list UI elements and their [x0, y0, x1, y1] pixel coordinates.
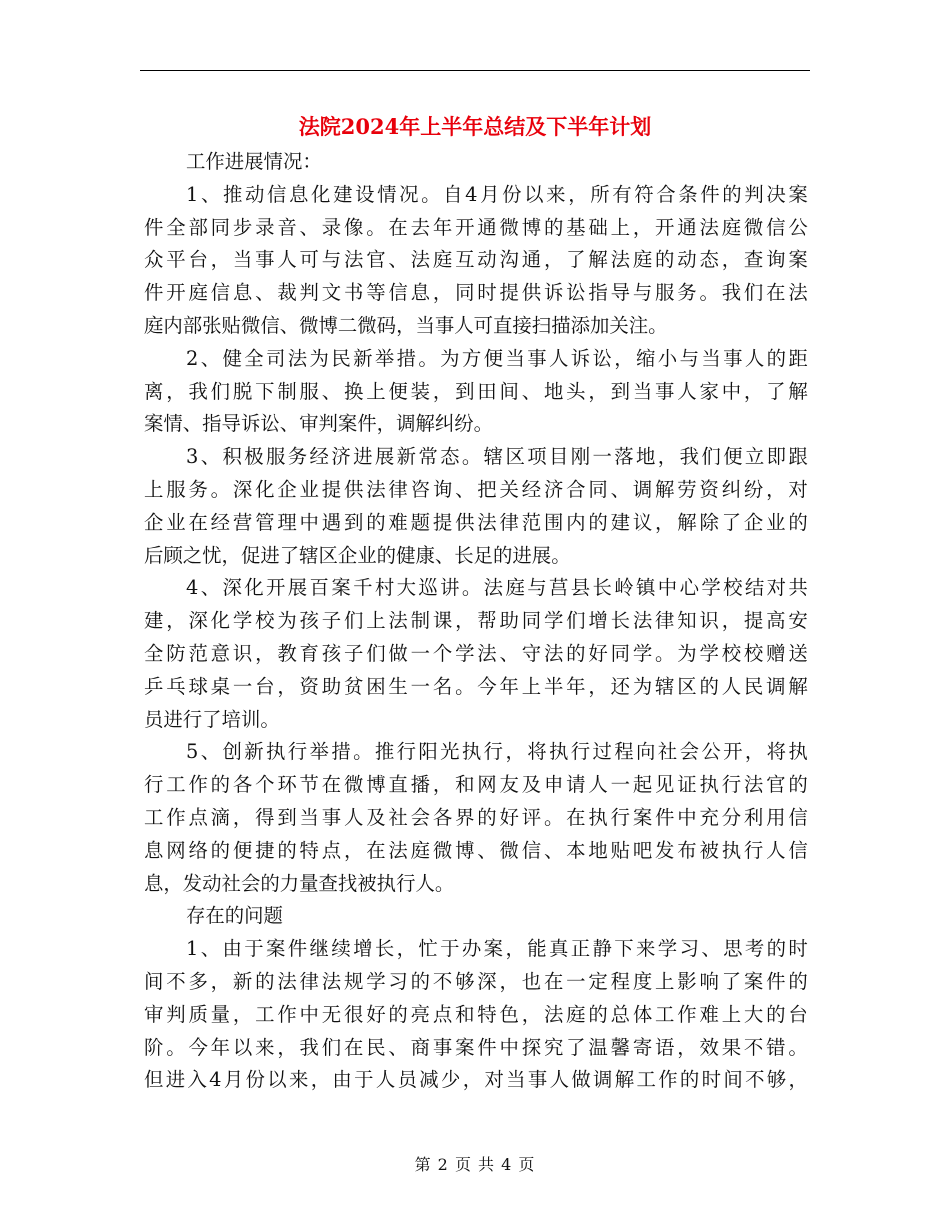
text-line: [144, 802, 814, 835]
text-line: [144, 343, 814, 376]
justified-text: 件 开 庭 信 息 、 裁 判 文 书 等 信 息 ， 同 时 提 供 诉 讼 指 导 与 服 务 。 我 们 在 法: [144, 281, 808, 305]
text-line: [144, 638, 814, 671]
page-number: 第 2 页 共 4 页: [414, 1155, 536, 1174]
justified-text: 工 作 点 滴 ， 得 到 当 事 人 及 社 会 各 界 的 好 评 。 在 执 行 案 件 中 充 分 利 用 信: [144, 805, 808, 829]
justified-text: 众 平 台 ， 当 事 人 可 与 法 官 、 法 庭 互 动 沟 通 ， 了 解 法 庭 的 动 态 ， 查 询 案: [144, 248, 808, 272]
justified-text: 3 、 积 极 服 务 经 济 进 展 新 常 态 。 辖 区 项 目 刚 一 落 地 ， 我 们 便 立 即 跟: [186, 445, 808, 469]
text-line: [144, 1032, 814, 1065]
document-body: [144, 146, 814, 1097]
header-rule: [140, 70, 810, 71]
justified-text: 阶 。 今 年 以 来 ， 我 们 在 民 、 商 事 案 件 中 探 究 了 温 馨 寄 语 ， 效 果 不 错 。: [144, 1035, 808, 1059]
justified-text: 离 ， 我 们 脱 下 制 服 、 换 上 便 装 ， 到 田 间 、 地 头 ， 到 当 事 人 家 中 ， 了 解: [144, 379, 808, 403]
text-line: 后顾之忧，促进了辖区企业的健康、长足的进展。: [144, 543, 571, 567]
justified-text: 息 网 络 的 便 捷 的 特 点 ， 在 法 庭 微 博 、 微 信 、 本 地 贴 吧 发 布 被 执 行 人 信: [144, 838, 808, 862]
text-line: [144, 179, 814, 212]
justified-text: 间 不 多 ， 新 的 法 律 法 规 学 习 的 不 够 深 ， 也 在 一 定 程 度 上 影 响 了 案 件 的: [144, 969, 808, 993]
text-line: [144, 376, 814, 409]
justified-text: 2 、 健 全 司 法 为 民 新 举 措 。 为 方 便 当 事 人 诉 讼 ， 缩 小 与 当 事 人 的 距: [186, 346, 808, 370]
text-line: 案情、指导诉讼、审判案件，调解纠纷。: [144, 412, 494, 436]
text-line: [144, 769, 814, 802]
justified-text: 件 全 部 同 步 录 音 、 录 像 。 在 去 年 开 通 微 博 的 基 础 上 ， 开 通 法 庭 微 信 公: [144, 215, 808, 239]
text-line: [144, 966, 814, 999]
text-line: [144, 572, 814, 605]
text-line: 庭内部张贴微信、微博二微码，当事人可直接扫描添加关注。: [144, 313, 668, 337]
text-line: [144, 605, 814, 638]
text-line: [144, 441, 814, 474]
justified-text: 建 ， 深 化 学 校 为 孩 子 们 上 法 制 课 ， 帮 助 同 学 们 增 长 法 律 知 识 ， 提 高 安: [144, 609, 808, 633]
text-line: 存在的问题: [186, 904, 283, 928]
text-line: [144, 277, 814, 310]
text-line: 员进行了培训。: [144, 707, 280, 731]
justified-text: 但 进 入 4 月 份 以 来 ， 由 于 人 员 减 少 ， 对 当 事 人 做 调 解 工 作 的 时 间 不 够 ，: [144, 1068, 808, 1092]
text-line: [144, 212, 814, 245]
text-line: [144, 835, 814, 868]
justified-text: 4 、 深 化 开 展 百 案 千 村 大 巡 讲 。 法 庭 与 莒 县 长 岭 镇 中 心 学 校 结 对 共: [186, 576, 808, 600]
text-line: 工作进展情况：: [186, 150, 322, 173]
text-line: [144, 736, 814, 769]
justified-text: 5 、 创 新 执 行 举 措 。 推 行 阳 光 执 行 ， 将 执 行 过 程 向 社 会 公 开 ， 将 执: [186, 740, 808, 764]
text-line: 息，发动社会的力量查找被执行人。: [144, 871, 455, 895]
text-line: [144, 999, 814, 1032]
justified-text: 上 服 务 。 深 化 企 业 提 供 法 律 咨 询 、 把 关 经 济 合 同 、 调 解 劳 资 纠 纷 ， 对: [144, 477, 808, 501]
justified-text: 1 、 推 动 信 息 化 建 设 情 况 。 自 4 月 份 以 来 ， 所 有 符 合 条 件 的 判 决 案: [186, 182, 808, 206]
text-line: [144, 244, 814, 277]
justified-text: 行 工 作 的 各 个 环 节 在 微 博 直 播 ， 和 网 友 及 申 请 人 一 起 见 证 执 行 法 官 的: [144, 773, 808, 797]
justified-text: 乒 乓 球 桌 一 台 ， 资 助 贫 困 生 一 名 。 今 年 上 半 年 ， 还 为 辖 区 的 人 民 调 解: [144, 674, 808, 698]
text-line: [144, 507, 814, 540]
justified-text: 审 判 质 量 ， 工 作 中 无 很 好 的 亮 点 和 特 色 ， 法 庭 的 总 体 工 作 难 上 大 的 台: [144, 1002, 808, 1026]
document-title: 法院2024年上半年总结及下半年计划: [298, 114, 652, 139]
justified-text: 1 、 由 于 案 件 继 续 增 长 ， 忙 于 办 案 ， 能 真 正 静 下 来 学 习 、 思 考 的 时: [186, 937, 808, 961]
justified-text: 企 业 在 经 营 管 理 中 遇 到 的 难 题 提 供 法 律 范 围 内 的 建 议 ， 解 除 了 企 业 的: [144, 510, 808, 534]
text-line: [144, 671, 814, 704]
text-line: [144, 933, 814, 966]
justified-text: 全 防 范 意 识 ， 教 育 孩 子 们 做 一 个 学 法 、 守 法 的 好 同 学 。 为 学 校 校 赠 送: [144, 641, 808, 665]
text-line: [144, 1064, 814, 1097]
text-line: [144, 474, 814, 507]
